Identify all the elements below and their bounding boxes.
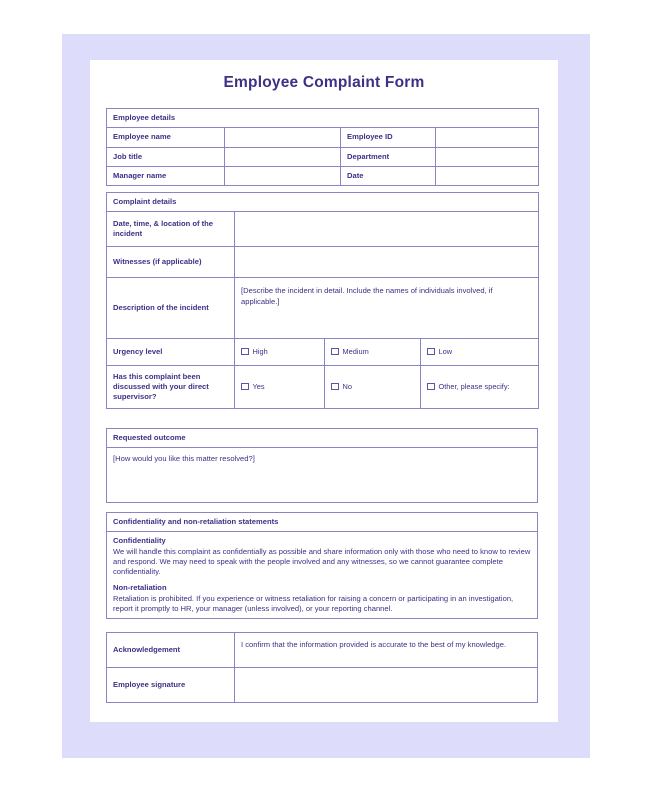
- witnesses-field[interactable]: [235, 247, 539, 278]
- employee-name-label: Employee name: [107, 128, 225, 147]
- employee-id-field[interactable]: [436, 128, 539, 147]
- incident-datetime-location-field[interactable]: [235, 212, 539, 247]
- urgency-option-high-label: High: [252, 347, 268, 357]
- supervisor-option-no-label: No: [342, 382, 352, 392]
- table-row: [107, 448, 538, 503]
- table-row: [107, 128, 539, 147]
- requested-outcome-table: [106, 428, 538, 503]
- confidentiality-text: We will handle this complaint as confidentially as possible and share information only with those who need to know to review and respond. We may need to speak with the people involved and any witnesses, so we cannot guarantee complete confidentiality.: [113, 546, 531, 576]
- date-label: Date: [341, 166, 436, 185]
- manager-name-field[interactable]: [225, 166, 341, 185]
- complaint-details-section-header: Complaint details: [107, 193, 539, 212]
- urgency-option-low[interactable]: [421, 339, 539, 366]
- employee-details-section-header: Employee details: [107, 109, 539, 128]
- table-row: [107, 278, 539, 339]
- supervisor-option-yes-label: Yes: [252, 382, 265, 392]
- table-row: [107, 193, 539, 212]
- table-row: [107, 247, 539, 278]
- form-page: [90, 60, 558, 722]
- employee-signature-label: Employee signature: [107, 668, 235, 703]
- supervisor-option-other[interactable]: [421, 366, 539, 409]
- supervisor-option-no[interactable]: [325, 366, 421, 409]
- checkbox-icon[interactable]: [241, 348, 249, 356]
- job-title-field[interactable]: [225, 147, 341, 166]
- checkbox-icon[interactable]: [331, 348, 339, 356]
- confidentiality-section-header: Confidentiality and non-retaliation statements: [107, 513, 538, 532]
- table-row: [107, 109, 539, 128]
- incident-description-label: Description of the incident: [107, 278, 235, 339]
- department-label: Department: [341, 147, 436, 166]
- nonretaliation-paragraph: [113, 583, 531, 614]
- table-row: [107, 166, 539, 185]
- employee-signature-field[interactable]: [235, 668, 538, 703]
- witnesses-label: Witnesses (if applicable): [107, 247, 235, 278]
- table-row: [107, 633, 538, 668]
- confidentiality-body: [107, 532, 538, 619]
- supervisor-option-other-label: Other, please specify:: [438, 382, 510, 392]
- confidentiality-heading: Confidentiality: [113, 536, 166, 546]
- date-field[interactable]: [436, 166, 539, 185]
- nonretaliation-heading: Non-retaliation: [113, 583, 167, 593]
- table-row: [107, 532, 538, 619]
- supervisor-option-yes[interactable]: [235, 366, 325, 409]
- requested-outcome-field[interactable]: [How would you like this matter resolved?]: [107, 448, 538, 503]
- nonretaliation-text: Retaliation is prohibited. If you experience or witness retaliation for raising a concern or participating in an investigation, report it promptly to HR, your manager (unless involved), or your reporting channel.: [113, 593, 514, 613]
- urgency-option-medium[interactable]: [325, 339, 421, 366]
- checkbox-icon[interactable]: [427, 348, 435, 356]
- employee-id-label: Employee ID: [341, 128, 436, 147]
- urgency-level-label: Urgency level: [107, 339, 235, 366]
- page-title: Employee Complaint Form: [223, 74, 425, 91]
- employee-name-field[interactable]: [225, 128, 341, 147]
- department-field[interactable]: [436, 147, 539, 166]
- table-row: [107, 147, 539, 166]
- table-row: [107, 212, 539, 247]
- incident-description-field[interactable]: [Describe the incident in detail. Include the names of individuals involved, if applicable.]: [235, 278, 539, 339]
- acknowledgement-label: Acknowledgement: [107, 633, 235, 668]
- confidentiality-paragraph: [113, 536, 531, 577]
- checkbox-icon[interactable]: [241, 383, 249, 391]
- supervisor-discussed-label: Has this complaint been discussed with your direct supervisor?: [107, 366, 235, 409]
- incident-datetime-location-label: Date, time, & location of the incident: [107, 212, 235, 247]
- employee-details-table: [106, 108, 539, 186]
- requested-outcome-section-header: Requested outcome: [107, 429, 538, 448]
- table-row: [107, 513, 538, 532]
- table-row: [107, 429, 538, 448]
- checkbox-icon[interactable]: [331, 383, 339, 391]
- manager-name-label: Manager name: [107, 166, 225, 185]
- table-row: [107, 668, 538, 703]
- acknowledgement-table: [106, 632, 538, 703]
- urgency-option-medium-label: Medium: [342, 347, 369, 357]
- acknowledgement-text: I confirm that the information provided is accurate to the best of my knowledge.: [235, 633, 538, 668]
- checkbox-icon[interactable]: [427, 383, 435, 391]
- urgency-option-high[interactable]: [235, 339, 325, 366]
- confidentiality-table: [106, 512, 538, 619]
- table-row: [107, 366, 539, 409]
- urgency-option-low-label: Low: [438, 347, 453, 357]
- job-title-label: Job title: [107, 147, 225, 166]
- complaint-details-table: [106, 192, 539, 409]
- table-row: [107, 339, 539, 366]
